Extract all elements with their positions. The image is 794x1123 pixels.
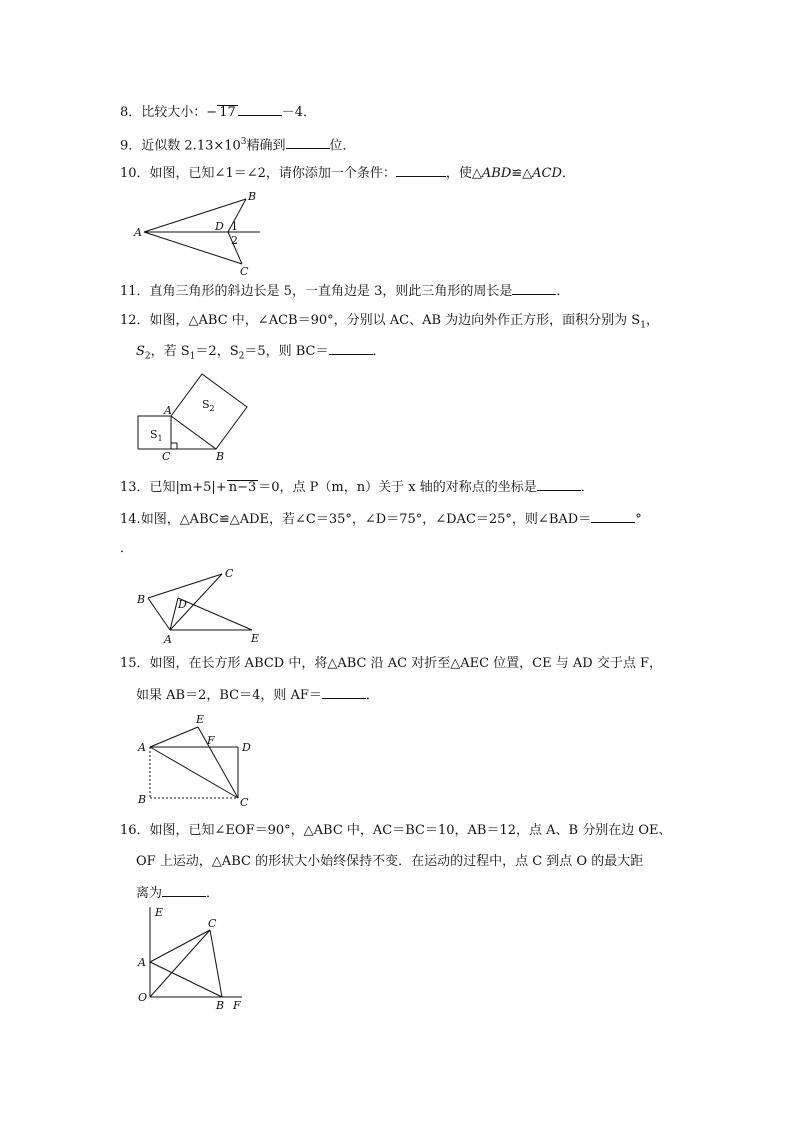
question-text: 精确到 xyxy=(246,138,286,154)
exponent: 3 xyxy=(240,137,247,147)
figure-16 xyxy=(130,905,255,1019)
question-number: 12． xyxy=(120,313,150,328)
question-16-line-2: OF 上运动，△ABC 的形状大小始终保持不变．在运动的过程中，点 C 到点 O 的最大距 xyxy=(136,854,644,869)
label-s2: $S_2$ xyxy=(202,398,215,413)
question-text: ． xyxy=(580,480,594,495)
point-label-b: B xyxy=(138,793,147,806)
point-label-b: B xyxy=(137,593,146,606)
question-number: 8． xyxy=(120,105,142,120)
question-text: 如图，△ABC≌△ADE，若∠C＝35°，∠D＝75°，∠DAC＝25°，则∠BAD＝ xyxy=(140,512,592,527)
question-number: 16． xyxy=(120,823,150,838)
question-text: 位． xyxy=(329,138,356,154)
question-text: 近似数 2.13×10 xyxy=(141,138,241,154)
figure-15 xyxy=(130,710,270,814)
question-text: ABD xyxy=(481,166,512,181)
question-text: ． xyxy=(556,284,570,299)
figure-12 xyxy=(130,368,255,467)
question-text: 如图，△ABC 中，∠ACB＝90°，分别以 AC、AB 为边向外作正方形，面积分别为 S xyxy=(149,313,641,328)
question-text: ，使△ xyxy=(445,166,482,181)
question-text: ° xyxy=(635,512,642,527)
question-text: －4． xyxy=(281,105,317,120)
question-15-line-2: 如果 AB＝2，BC＝4，则 AF＝ ． xyxy=(136,688,379,703)
question-text: ≌△ xyxy=(511,166,533,181)
question-16 xyxy=(120,822,672,840)
point-label-c: C xyxy=(225,567,234,580)
question-text: 比较大小：− xyxy=(141,105,218,120)
point-label-a: A xyxy=(134,226,142,239)
answer-blank[interactable] xyxy=(512,282,556,295)
figure-10 xyxy=(130,188,280,282)
point-label-d: D xyxy=(178,598,187,611)
question-number: 9． xyxy=(120,138,142,154)
point-label-c: C xyxy=(162,450,171,463)
point-label-a: A xyxy=(138,741,146,754)
point-label-b: B xyxy=(216,999,225,1012)
point-label-a: A xyxy=(164,633,172,646)
point-label-d: D xyxy=(242,741,251,754)
question-14 xyxy=(120,510,642,529)
point-label-c: C xyxy=(240,265,249,278)
question-text: 如图，已知∠EOF＝90°，△ABC 中，AC＝BC＝10，AB＝12，点 A、B 分别在边 OE、 xyxy=(149,823,672,838)
point-label-a: A xyxy=(164,404,172,417)
question-16-line-3: 离为 ． xyxy=(136,886,220,901)
answer-blank[interactable] xyxy=(286,136,330,149)
point-label-a: A xyxy=(138,956,146,969)
radicand: n−3 xyxy=(228,480,257,495)
question-text: ＝0，点 P（m，n）关于 x 轴的对称点的坐标是 xyxy=(258,480,537,495)
question-text: 已知|m+5|+ xyxy=(149,480,227,495)
question-14-line-2: ． xyxy=(120,541,134,556)
question-12: 12．如图，△ABC 中，∠ACB＝90°，分别以 AC、AB 为边向外作正方形，面积分别为 $S_1$， xyxy=(120,313,659,331)
question-11 xyxy=(120,282,569,301)
question-10 xyxy=(120,164,575,183)
point-label-b: B xyxy=(248,190,257,203)
answer-blank[interactable] xyxy=(591,510,635,523)
point-label-c: C xyxy=(240,796,249,809)
angle-label-1: 1 xyxy=(231,220,238,233)
question-9 xyxy=(120,133,356,155)
answer-blank[interactable] xyxy=(329,342,373,355)
question-text: 如图，在长方形 ABCD 中，将△ABC 沿 AC 对折至△AEC 位置，CE 与 AD 交于点 F， xyxy=(149,656,662,671)
question-text: 直角三角形的斜边长是 5，一直角边是 3，则此三角形的周长是 xyxy=(149,284,513,299)
point-label-e: E xyxy=(196,713,205,726)
question-text: ， xyxy=(645,313,659,328)
point-label-f: F xyxy=(207,734,215,747)
radicand: 17 xyxy=(219,105,236,120)
question-number: 14. xyxy=(120,512,141,527)
answer-blank[interactable] xyxy=(322,686,366,699)
question-text: ACD xyxy=(532,166,562,181)
question-13 xyxy=(120,478,594,497)
answer-blank[interactable] xyxy=(537,478,581,491)
question-number: 13． xyxy=(120,480,150,495)
answer-blank[interactable] xyxy=(238,103,282,116)
point-label-e: E xyxy=(155,906,164,919)
point-label-o: O xyxy=(138,991,148,1004)
question-text: ． xyxy=(561,166,575,181)
figure-14 xyxy=(130,562,270,651)
question-8 xyxy=(120,103,316,122)
label-s1: $S_1$ xyxy=(150,428,163,443)
answer-blank[interactable] xyxy=(162,884,206,897)
question-number: 10． xyxy=(120,166,150,181)
question-15 xyxy=(120,655,662,673)
point-label-d: D xyxy=(215,220,224,233)
question-number: 15． xyxy=(120,656,150,671)
question-12-line-2: $S_2$，若 $S_1=2$，$S_2=5$，则 BC＝ ． xyxy=(136,344,386,362)
point-label-e: E xyxy=(251,632,260,645)
point-label-c: C xyxy=(208,917,217,930)
answer-blank[interactable] xyxy=(396,164,446,177)
question-number: 11． xyxy=(120,284,150,299)
question-text: 如图，已知∠1＝∠2，请你添加一个条件： xyxy=(149,166,396,181)
point-label-f: F xyxy=(233,999,241,1012)
angle-label-2: 2 xyxy=(231,234,238,247)
point-label-b: B xyxy=(216,450,225,463)
